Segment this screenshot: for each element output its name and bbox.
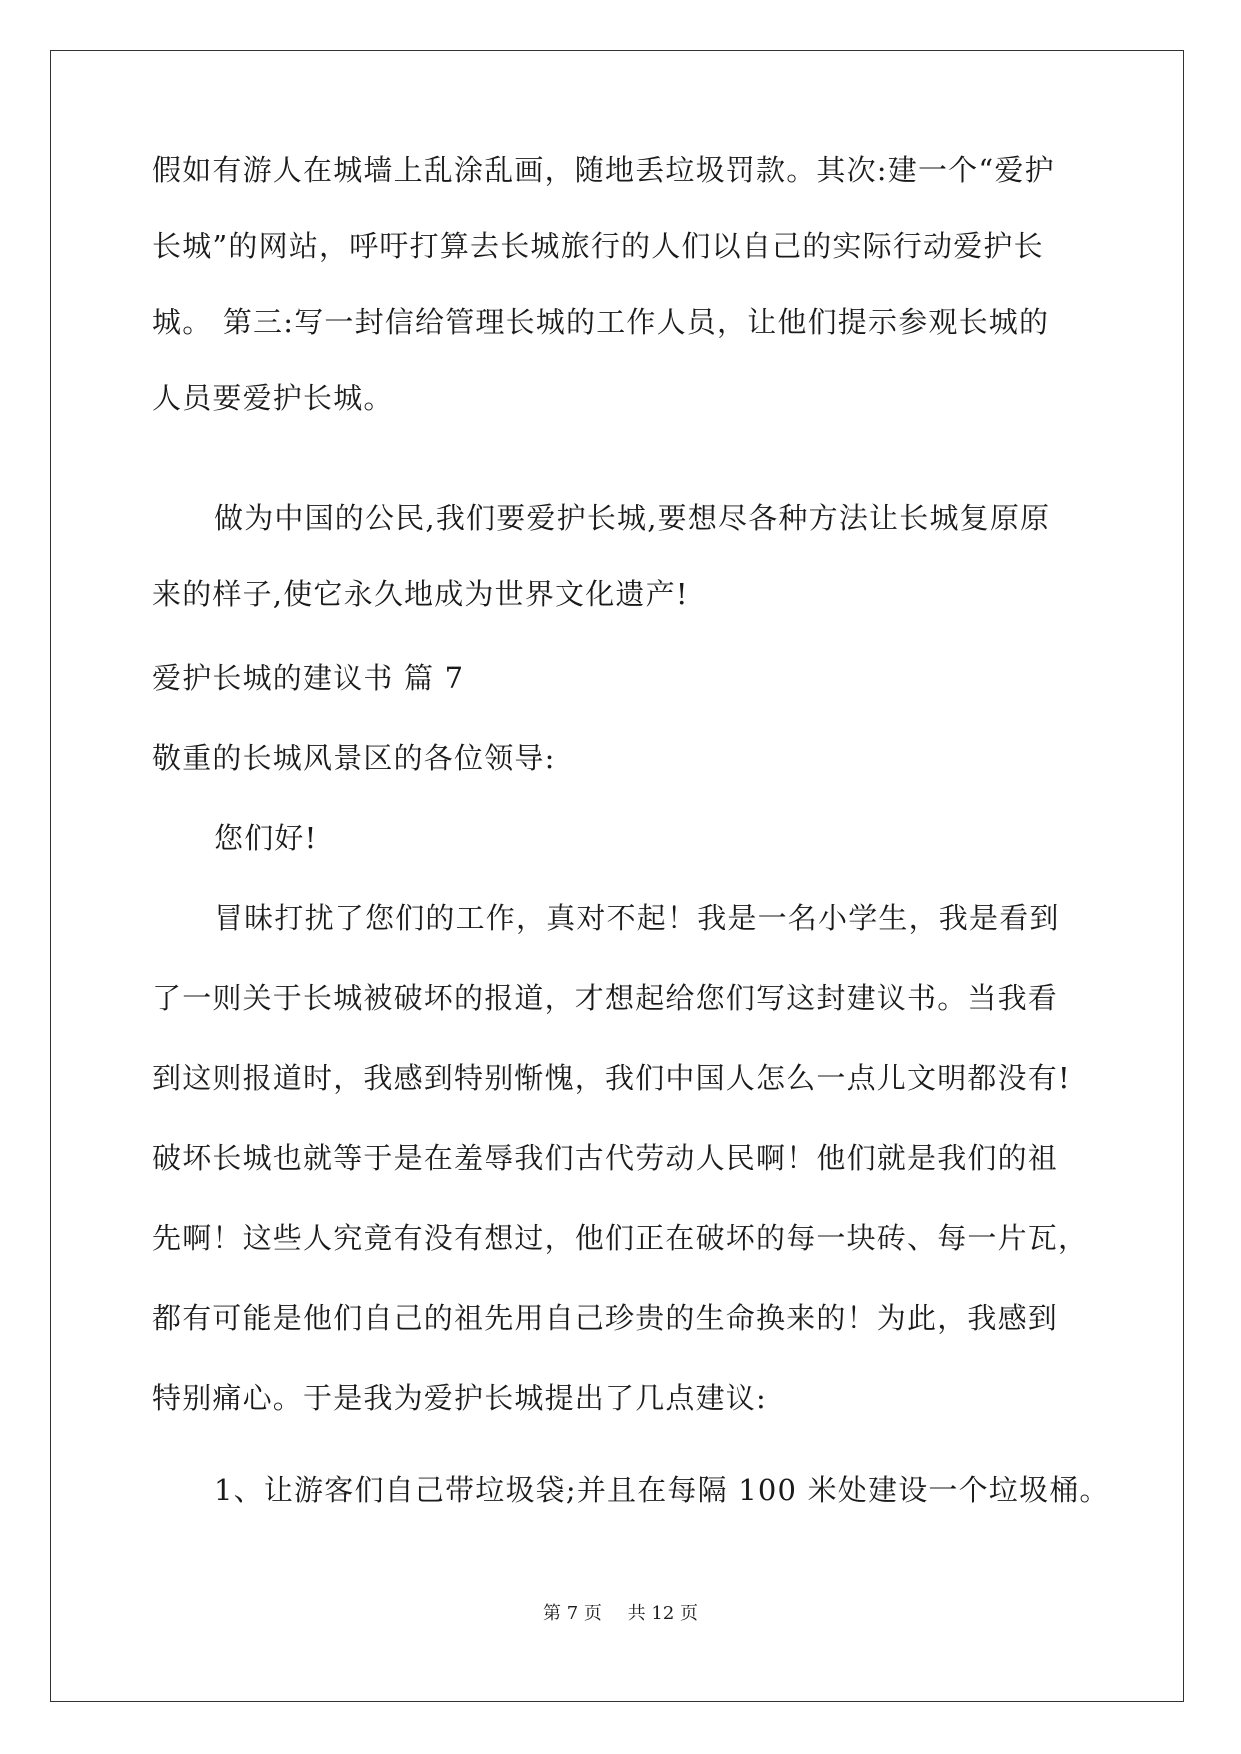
text-line: 冒昧打扰了您们的工作，真对不起！我是一名小学生，我是看到 xyxy=(214,901,1060,935)
text-line: 特别痛心。于是我为爱护长城提出了几点建议: xyxy=(152,1381,767,1415)
text-line: 做为中国的公民,我们要爱护长城,要想尽各种方法让长城复原原 xyxy=(214,501,1051,535)
text-line: 城。 第三:写一封信给管理长城的工作人员，让他们提示参观长城的 xyxy=(152,305,1050,339)
page-number: 第 7 页 xyxy=(543,1603,602,1624)
text-line: 假如有游人在城墙上乱涂乱画，随地丢垃圾罚款。其次:建一个“爱护 xyxy=(152,153,1055,187)
greeting: 您们好! xyxy=(214,821,318,855)
section-heading: 爱护长城的建议书 篇 7 xyxy=(152,661,465,695)
text-line: 了一则关于长城被破坏的报道，才想起给您们写这封建议书。当我看 xyxy=(152,981,1059,1015)
salutation: 敬重的长城风景区的各位领导: xyxy=(152,741,556,775)
text-line: 长城”的网站，呼吁打算去长城旅行的人们以自己的实际行动爱护长 xyxy=(152,229,1044,263)
text-line: 先啊！这些人究竟有没有想过，他们正在破坏的每一块砖、每一片瓦， xyxy=(152,1221,1089,1255)
text-line: 到这则报道时，我感到特别惭愧，我们中国人怎么一点儿文明都没有! xyxy=(152,1061,1071,1095)
page-total: 共 12 页 xyxy=(627,1603,698,1624)
list-item: 1、让游客们自己带垃圾袋;并且在每隔 100 米处建设一个垃圾桶。 xyxy=(214,1473,1110,1507)
text-line: 都有可能是他们自己的祖先用自己珍贵的生命换来的！为此，我感到 xyxy=(152,1301,1059,1335)
text-line: 破坏长城也就等于是在羞辱我们古代劳动人民啊！他们就是我们的祖 xyxy=(152,1141,1059,1175)
page-frame xyxy=(50,50,1184,1702)
text-line: 人员要爱护长城。 xyxy=(152,381,394,415)
text-line: 来的样子,使它永久地成为世界文化遗产! xyxy=(152,577,689,611)
page-footer xyxy=(0,1602,1241,1626)
